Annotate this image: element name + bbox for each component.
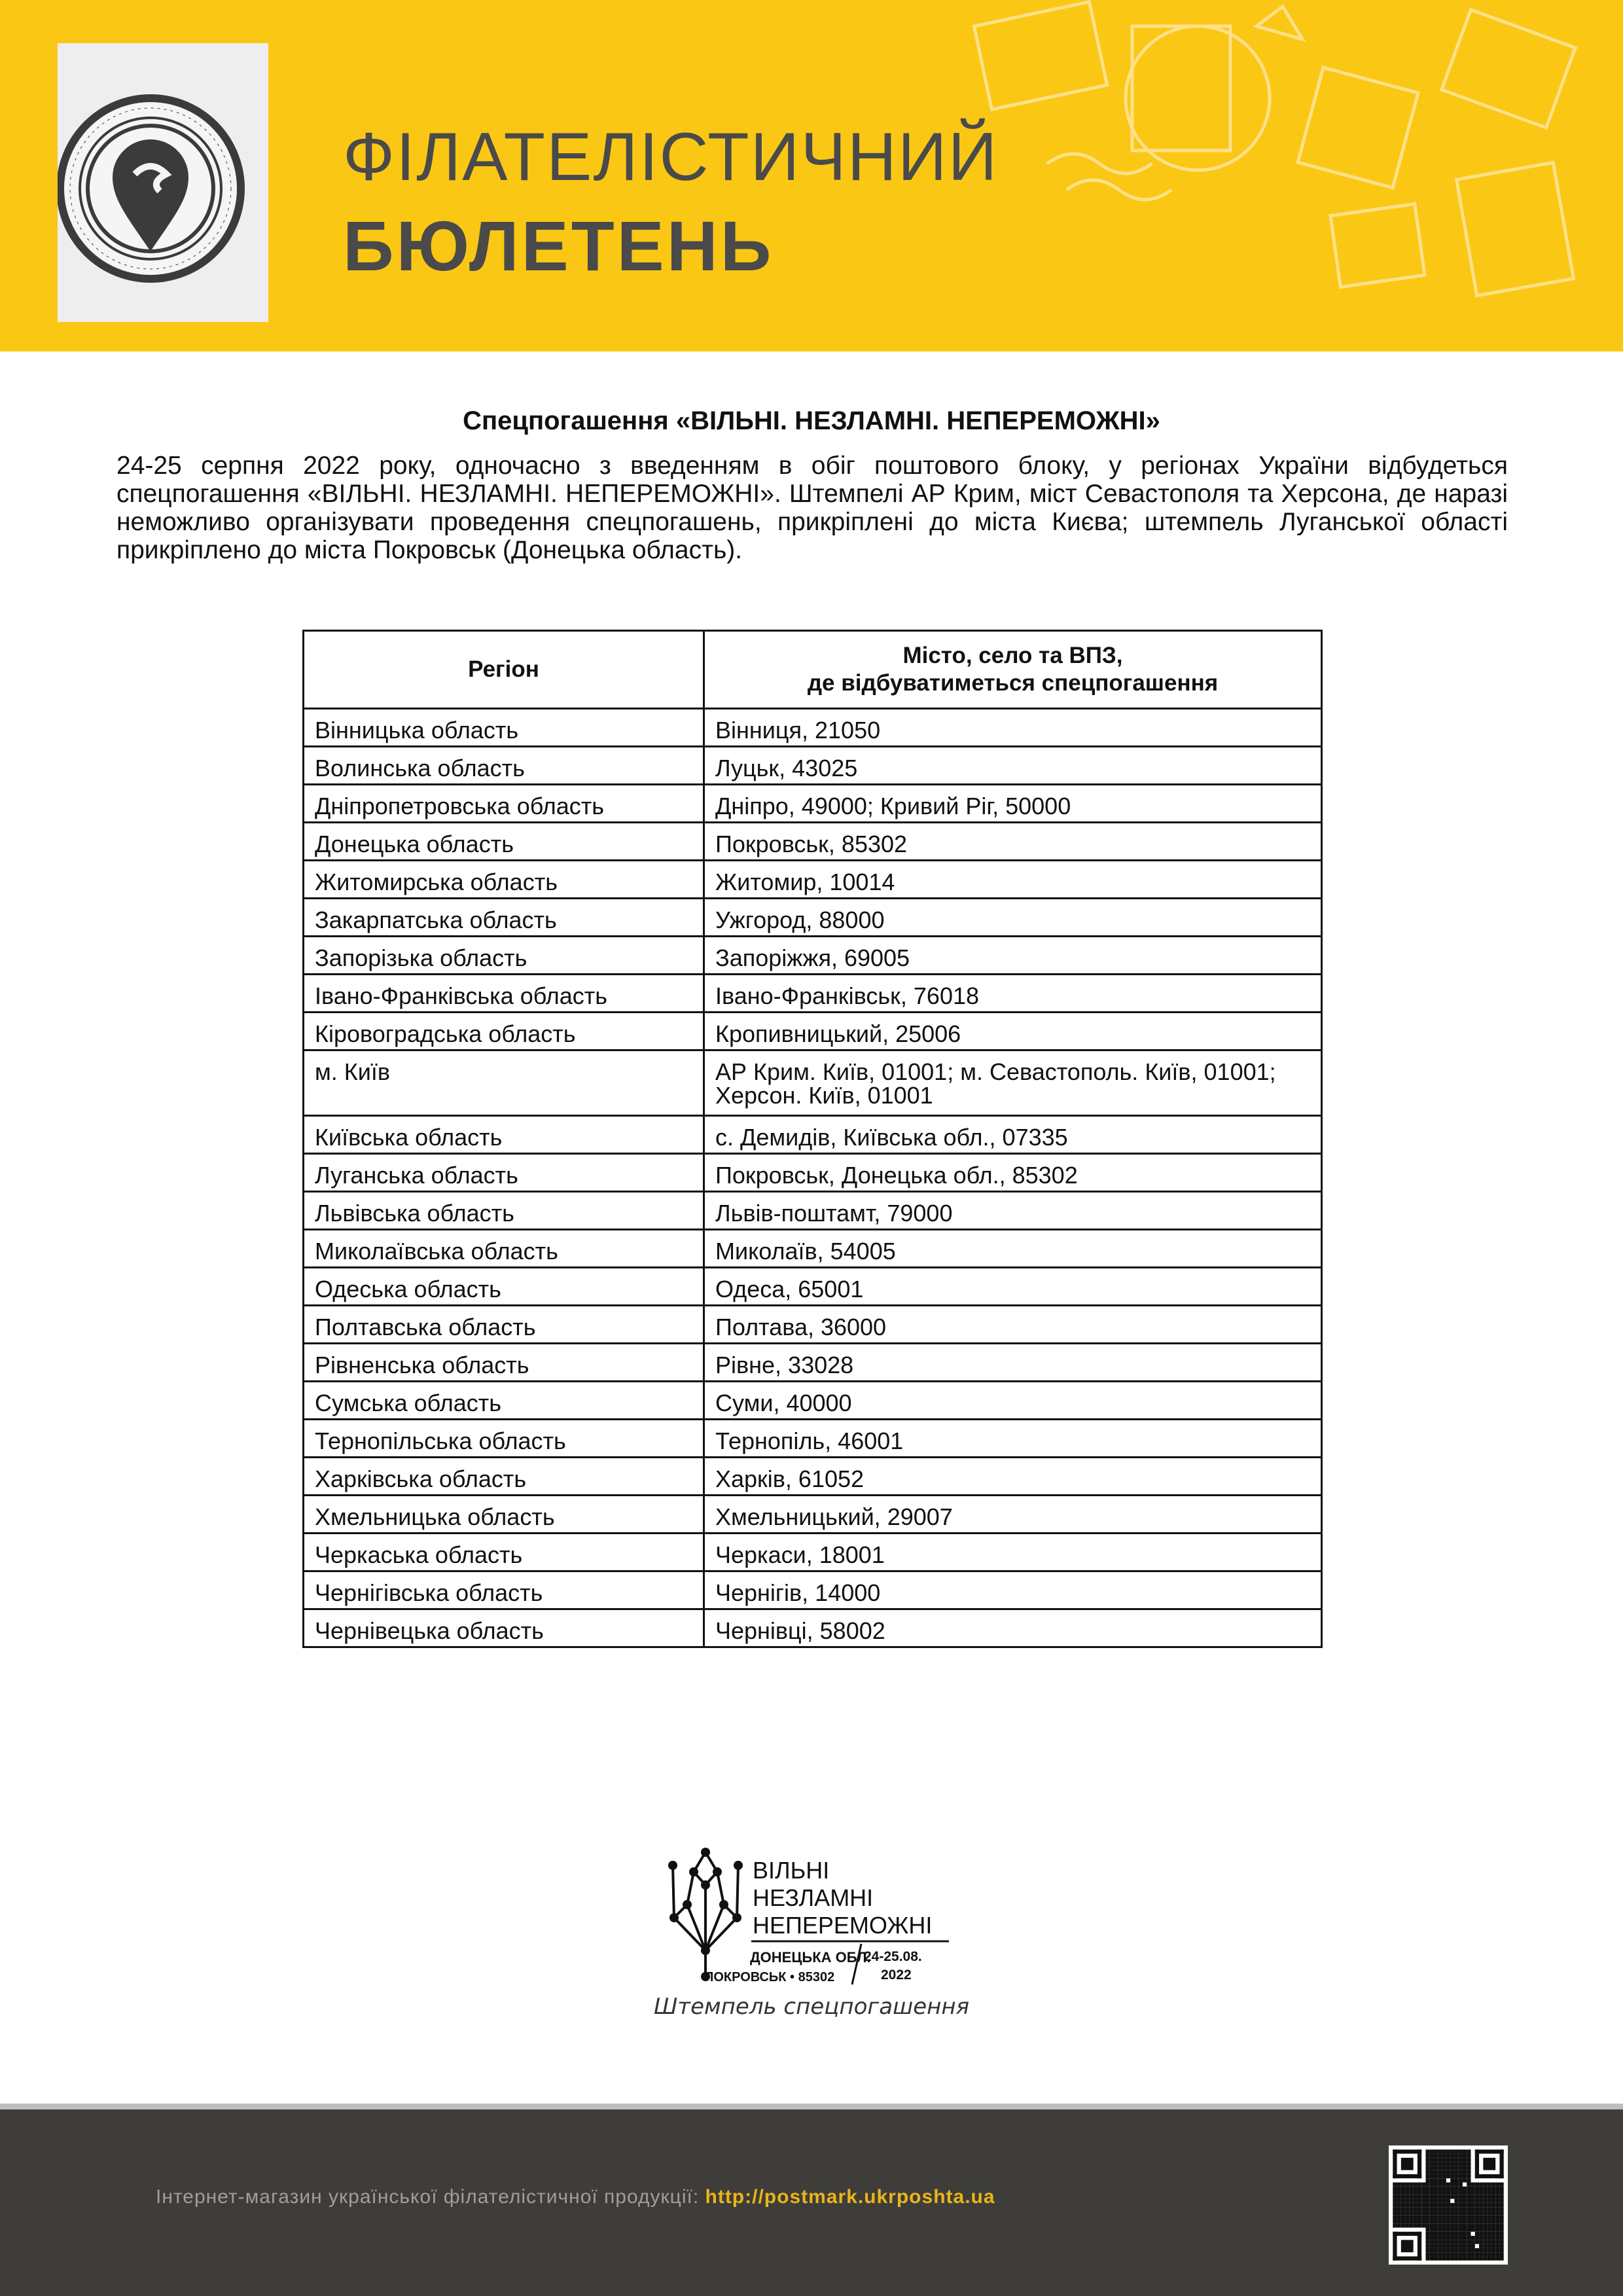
logo-emblem [58, 43, 268, 322]
table-row [304, 709, 1322, 747]
place-text: с. Демидів, Київська обл., 07335 [715, 1124, 1068, 1151]
region-cell: Миколаївська область [304, 1230, 704, 1268]
region-cell: Київська область [304, 1116, 704, 1154]
region-cell: Хмельницька область [304, 1496, 704, 1534]
region-cell: Чернігівська область [304, 1571, 704, 1609]
table-row [304, 975, 1322, 1013]
trident-icon [668, 1848, 743, 1981]
place-cell [704, 785, 1322, 823]
logo-stamp [58, 43, 268, 322]
postmark-line3: НЕПЕРЕМОЖНІ [753, 1912, 933, 1939]
special-cancellation-postmark [668, 1846, 969, 1990]
place-text: Ужгород, 88000 [715, 906, 885, 933]
place-text: Кропивницький, 25006 [715, 1020, 961, 1047]
bulletin-title: ФІЛАТЕЛІСТИЧНИЙ [343, 119, 999, 195]
table-header-row [304, 631, 1322, 709]
table-row [304, 1534, 1322, 1571]
place-cell [704, 1382, 1322, 1420]
place-cell [704, 1116, 1322, 1154]
column-header-place [704, 631, 1322, 709]
footer-divider [0, 2104, 1623, 2109]
place-text: АР Крим. Київ, 01001; м. Севастополь. Київ, 01001; [715, 1058, 1276, 1085]
region-cell: м. Київ [304, 1050, 704, 1116]
region-cell: Дніпропетровська область [304, 785, 704, 823]
footer-label: Інтернет-магазин української філателістичної продукції: [156, 2186, 700, 2208]
place-cell [704, 747, 1322, 785]
place-text: Львів-поштамт, 79000 [715, 1200, 953, 1227]
table-row [304, 1609, 1322, 1647]
place-cell [704, 1609, 1322, 1647]
table-row [304, 937, 1322, 975]
table-row [304, 1154, 1322, 1192]
region-cell: Луганська область [304, 1154, 704, 1192]
place-text: Покровськ, 85302 [715, 831, 908, 857]
place-text: Запоріжжя, 69005 [715, 944, 910, 971]
table-row [304, 1013, 1322, 1050]
region-cell: Івано-Франківська область [304, 975, 704, 1013]
place-cell [704, 1268, 1322, 1306]
place-text: Тернопіль, 46001 [715, 1427, 904, 1454]
place-text: Одеса, 65001 [715, 1276, 864, 1302]
place-cell [704, 823, 1322, 861]
page-title: Спецпогашення «ВІЛЬНІ. НЕЗЛАМНІ. НЕПЕРЕМОЖНІ» [463, 406, 1160, 435]
postmark-region: ДОНЕЦЬКА ОБЛ. [750, 1949, 871, 1965]
region-cell: Одеська область [304, 1268, 704, 1306]
table-row [304, 1050, 1322, 1116]
header-banner [0, 0, 1623, 351]
place-text: Черкаси, 18001 [715, 1541, 885, 1568]
column-header-place-line1: Місто, село та ВПЗ, [902, 643, 1123, 668]
region-cell: Сумська область [304, 1382, 704, 1420]
place-cell [704, 899, 1322, 937]
table-row [304, 1344, 1322, 1382]
place-text: Чернівці, 58002 [715, 1617, 885, 1644]
table-row [304, 1116, 1322, 1154]
table-row [304, 747, 1322, 785]
place-text: Івано-Франківськ, 76018 [715, 982, 980, 1009]
place-cell [704, 1013, 1322, 1050]
place-cell [704, 1420, 1322, 1458]
place-cell [704, 1230, 1322, 1268]
place-cell [704, 1458, 1322, 1496]
region-cell: Донецька область [304, 823, 704, 861]
footer-text [156, 2186, 995, 2208]
place-text: Рівне, 33028 [715, 1352, 854, 1378]
place-cell [704, 709, 1322, 747]
table-row [304, 785, 1322, 823]
region-cell: Тернопільська область [304, 1420, 704, 1458]
table-row [304, 899, 1322, 937]
place-text: Суми, 40000 [715, 1390, 852, 1416]
place-cell [704, 1571, 1322, 1609]
place-text: Хмельницький, 29007 [715, 1503, 953, 1530]
regions-table [302, 630, 1323, 1648]
region-cell: Житомирська область [304, 861, 704, 899]
postmark-line2: НЕЗЛАМНІ [753, 1884, 874, 1911]
place-cell [704, 1154, 1322, 1192]
postmark-city: ПОКРОВСЬК • 85302 [704, 1970, 835, 1984]
region-cell: Рівненська область [304, 1344, 704, 1382]
region-cell: Чернівецька область [304, 1609, 704, 1647]
shop-link[interactable]: http://postmark.ukrposhta.ua [705, 2186, 995, 2208]
table-row [304, 1306, 1322, 1344]
place-cell [704, 1306, 1322, 1344]
table-row [304, 1268, 1322, 1306]
place-text: Вінниця, 21050 [715, 717, 881, 744]
place-cell [704, 975, 1322, 1013]
region-cell: Львівська область [304, 1192, 704, 1230]
place-text: Дніпро, 49000; Кривий Ріг, 50000 [715, 793, 1071, 819]
region-cell: Закарпатська область [304, 899, 704, 937]
table-row [304, 1192, 1322, 1230]
table-row [304, 1496, 1322, 1534]
table-row [304, 1420, 1322, 1458]
place-text: Житомир, 10014 [715, 869, 895, 895]
column-header-place-line2: де відбуватиметься спецпогашення [807, 670, 1219, 696]
table-row [304, 1571, 1322, 1609]
region-cell: Харківська область [304, 1458, 704, 1496]
bulletin-subtitle: БЮЛЕТЕНЬ [343, 206, 774, 285]
region-cell: Полтавська область [304, 1306, 704, 1344]
stamp-pattern-decoration [916, 0, 1623, 351]
place-text: Харків, 61052 [715, 1465, 865, 1492]
place-text-continued: Херсон. Київ, 01001 [715, 1082, 933, 1109]
postmark-year: 2022 [881, 1967, 912, 1982]
postmark-caption: Штемпель спецпогашення [653, 1994, 970, 2020]
column-header-region: Регіон [304, 631, 704, 709]
place-cell [704, 1496, 1322, 1534]
place-text: Полтава, 36000 [715, 1314, 887, 1340]
place-cell [704, 1050, 1322, 1116]
postmark-dates: 24-25.08. [864, 1949, 922, 1964]
region-cell: Черкаська область [304, 1534, 704, 1571]
table-row [304, 1230, 1322, 1268]
region-cell: Вінницька область [304, 709, 704, 747]
place-text: Покровськ, Донецька обл., 85302 [715, 1162, 1078, 1189]
place-text: Луцьк, 43025 [715, 755, 858, 781]
place-cell [704, 937, 1322, 975]
region-cell: Волинська область [304, 747, 704, 785]
place-cell [704, 1192, 1322, 1230]
region-cell: Запорізька область [304, 937, 704, 975]
place-cell [704, 861, 1322, 899]
qr-code[interactable] [1389, 2145, 1508, 2265]
place-cell [704, 1534, 1322, 1571]
intro-paragraph: 24-25 серпня 2022 року, одночасно з введенням в обіг поштового блоку, у регіонах України відбудеться спецпогашення «ВІЛЬНІ. НЕЗЛАМНІ. НЕПЕРЕМОЖНІ». Штемпелі АР Крим, міст Севастополя та Херсона, де наразі неможливо організувати проведення спецпогашень, прикріплені до міста Києва; штемпель Луганської області прикріплено до міста Покровськ (Донецька область). [116, 452, 1508, 564]
region-cell: Кіровоградська область [304, 1013, 704, 1050]
place-cell [704, 1344, 1322, 1382]
table-row [304, 823, 1322, 861]
table-row [304, 1458, 1322, 1496]
place-text: Миколаїв, 54005 [715, 1238, 896, 1265]
table-row [304, 1382, 1322, 1420]
place-text: Чернігів, 14000 [715, 1579, 881, 1606]
postmark-line1: ВІЛЬНІ [753, 1857, 830, 1884]
table-row [304, 861, 1322, 899]
